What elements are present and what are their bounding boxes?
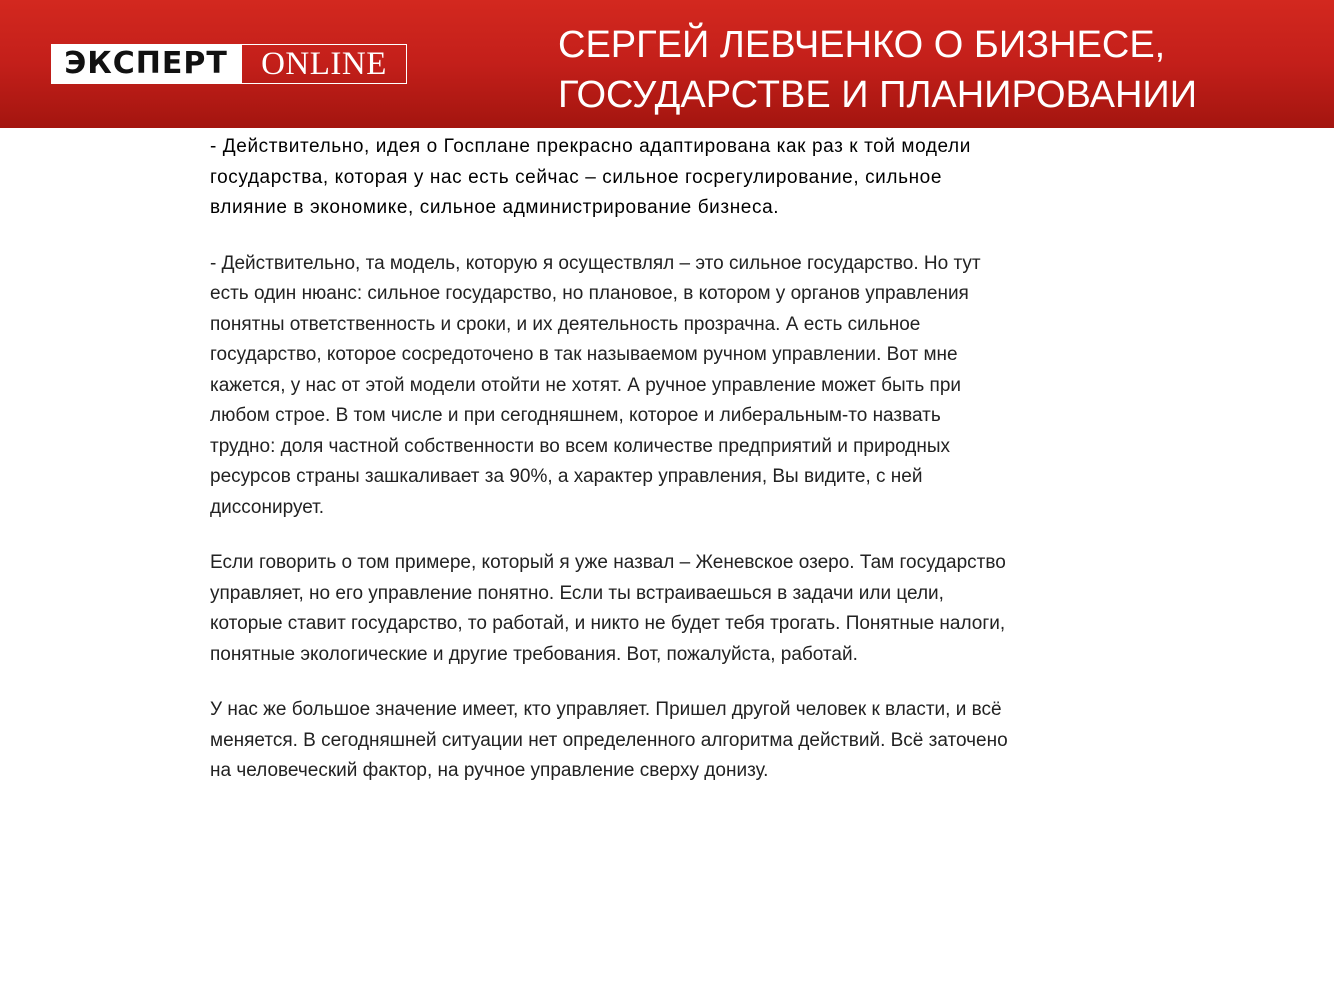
slide-title — [558, 20, 1318, 120]
answer-paragraph-2: Если говорить о том примере, который я уже назвал – Женевское озеро. Там государство управляет, но его управление понятно. Если ты встраиваешься в задачи или цели, которые ставит государство, то работай, и никто не будет тебя трогать. Понятные налоги, понятные экологические и другие требования. Вот, пожалуйста, работай. — [210, 552, 1006, 665]
logo-expert-text: ЭКСПЕРТ — [51, 44, 241, 84]
slide-title-line2: ГОСУДАРСТВЕ И ПЛАНИРОВАНИИ — [558, 74, 1198, 116]
header-banner — [0, 0, 1334, 128]
article-body — [210, 132, 1010, 812]
slide-title-line1: СЕРГЕЙ ЛЕВЧЕНКО О БИЗНЕСЕ, — [558, 24, 1166, 66]
answer-paragraph-1: - Действительно, та модель, которую я осуществлял – это сильное государство. Но тут есть один нюанс: сильное государство, но плановое, в котором у органов управления понятны ответственность и сроки, и их деятельность прозрачна. А есть сильное государство, которое сосредоточено в так называемом ручном управлении. Вот мне кажется, у нас от этой модели отойти не хотят. А ручное управление может быть при любом строе. В том числе и при сегодняшнем, которое и либеральным-то назвать трудно: доля частной собственности во всем количестве предприятий и природных ресурсов страны зашкаливает за 90%, а характер управления, Вы видите, с ней диссонирует. — [210, 252, 981, 518]
logo-online-text: ONLINE — [241, 44, 407, 84]
expert-online-logo — [51, 44, 407, 84]
interview-question: - Действительно, идея о Госплане прекрасно адаптирована как раз к той модели государства, которая у нас есть сейчас – сильное госрегулирование, сильное влияние в экономике, сильное администрирование бизнеса. — [210, 136, 971, 218]
answer-paragraph-3: У нас же большое значение имеет, кто управляет. Пришел другой человек к власти, и всё меняется. В сегодняшней ситуации нет определенного алгоритма действий. Всё заточено на человеческий фактор, на ручное управление сверху донизу. — [210, 699, 1008, 781]
